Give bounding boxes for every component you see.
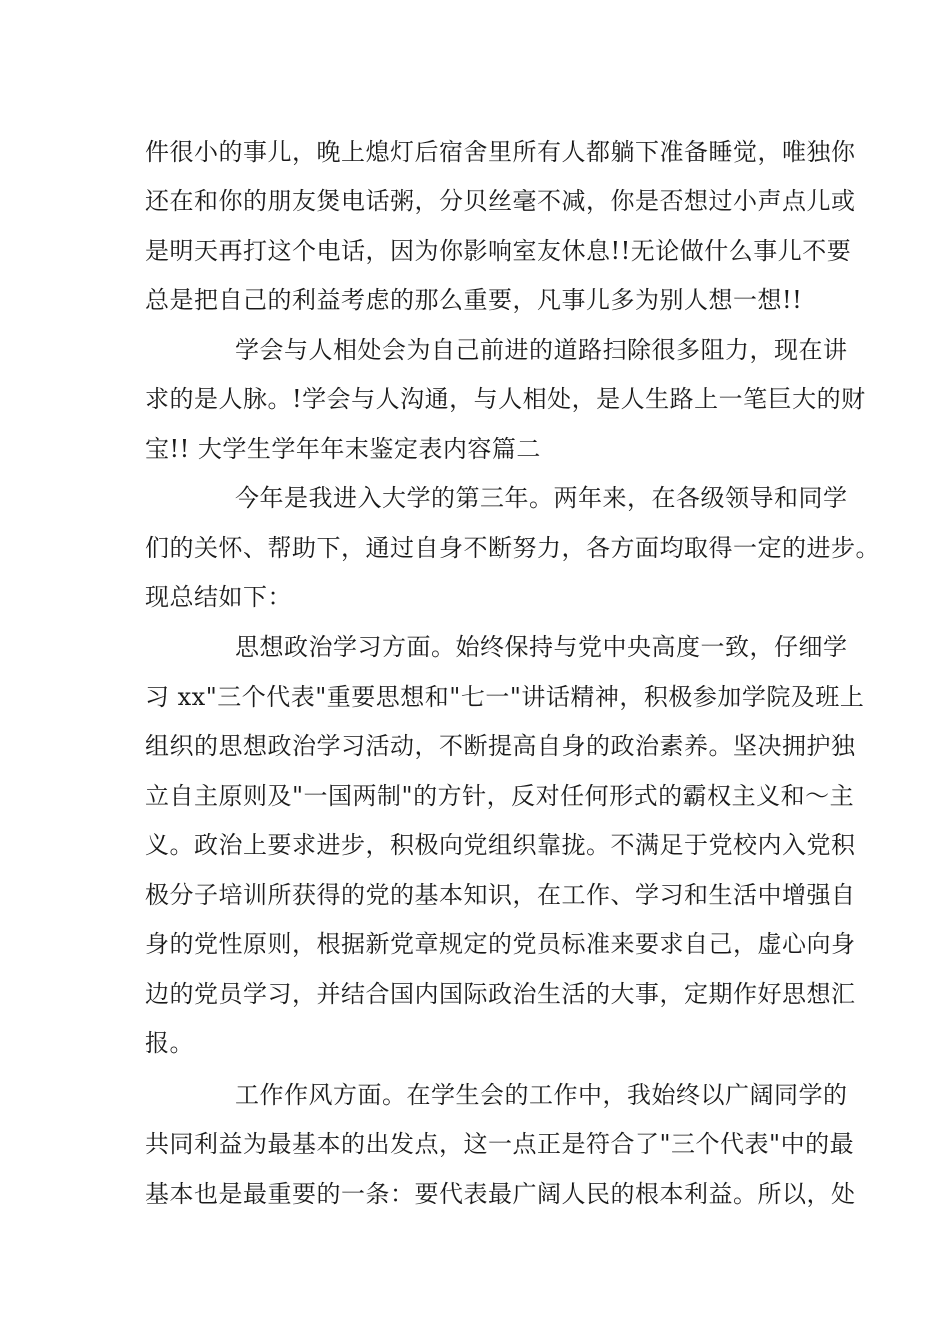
text-line: 边的党员学习，并结合国内国际政治生活的大事，定期作好思想汇 [145,980,856,1008]
text-line: 是明天再打这个电话，因为你影响室友休息!!无论做什么事儿不要 [145,237,852,265]
text-line: 立自主原则及"一国两制"的方针，反对任何形式的霸权主义和～主 [145,782,855,810]
text-line: 组织的思想政治学习活动，不断提高自身的政治素养。坚决拥护独 [145,732,856,760]
paragraph-first-line: 工作作风方面。在学生会的工作中，我始终以广阔同学的 [235,1081,848,1109]
text-line: 总是把自己的利益考虑的那么重要，凡事儿多为别人想一想!! [145,286,803,314]
paragraph-first-line: 今年是我进入大学的第三年。两年来，在各级领导和同学 [235,484,848,512]
text-line: 基本也是最重要的一条：要代表最广阔人民的根本利益。所以，处 [145,1180,856,1208]
text-line: 宝!! 大学生学年年末鉴定表内容篇二 [145,435,541,463]
text-line: 义。政治上要求进步，积极向党组织靠拢。不满足于党校内入党积 [145,831,856,859]
text-line: 习 xx"三个代表"重要思想和"七一"讲话精神，积极参加学院及班上 [145,683,865,711]
paragraph-first-line: 思想政治学习方面。始终保持与党中央高度一致，仔细学 [235,633,848,661]
text-line: 件很小的事儿，晚上熄灯后宿舍里所有人都躺下准备睡觉，唯独你 [145,138,856,166]
text-line: 极分子培训所获得的党的基本知识，在工作、学习和生活中增强自 [145,881,856,909]
text-line: 身的党性原则，根据新党章规定的党员标准来要求自己，虚心向身 [145,930,856,958]
text-line: 还在和你的朋友煲电话粥，分贝丝毫不减，你是否想过小声点儿或 [145,187,856,215]
paragraph-first-line: 学会与人相处会为自己前进的道路扫除很多阻力，现在讲 [235,336,848,364]
text-line: 现总结如下： [145,583,292,611]
text-line: 共同利益为最基本的出发点，这一点正是符合了"三个代表"中的最 [145,1130,855,1158]
text-line: 求的是人脉。!学会与人沟通，与人相处，是人生路上一笔巨大的财 [145,385,866,413]
text-line: 们的关怀、帮助下，通过自身不断努力，各方面均取得一定的进步。 [145,534,880,562]
text-line: 报。 [145,1029,194,1057]
